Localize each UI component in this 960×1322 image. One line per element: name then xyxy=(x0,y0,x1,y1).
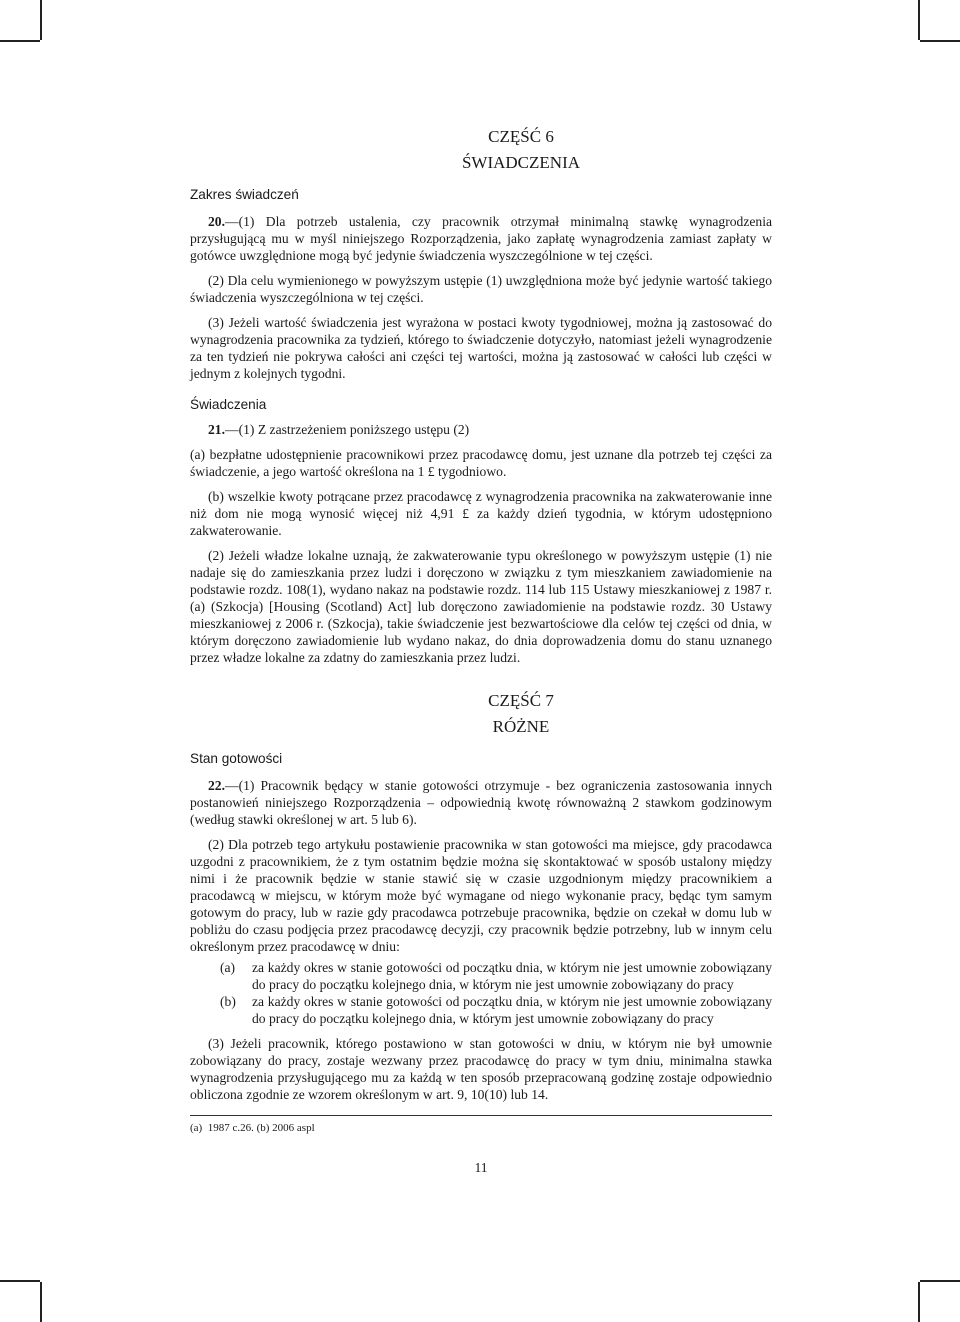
section-21-item-a: (a) bezpłatne udostępnienie pracownikowi przez pracodawcę domu, jest uznane dla potrzeb tej części za świadczenie, a jego wartość określona na 1 £ tygodniowo. xyxy=(190,447,772,479)
crop-mark xyxy=(0,1280,40,1282)
crop-mark xyxy=(40,0,42,40)
part-7-title: RÓŻNE xyxy=(492,717,550,736)
section-21-heading: Świadczenia xyxy=(190,397,267,412)
crop-mark xyxy=(920,40,960,42)
item-text: za każdy okres w stanie gotowości od początku dnia, w którym nie jest umownie zobowiązany do pracy do początku kolejnego dnia, w którym nie jest umownie zobowiązany do pracy xyxy=(252,960,772,992)
section-20-paragraph-1: 20.—(1) Dla potrzeb ustalenia, czy pracownik otrzymał minimalną stawkę wynagrodzenia przysługującą mu w myśl niniejszego Rozporządzenia, jako zapłatę wynagrodzenia zamiast zapłaty w gotówce uwzględnione mogą być jedynie świadczenia wyszczególnione w tej części. xyxy=(190,214,772,263)
section-22-number: 22. xyxy=(208,778,225,793)
section-22-paragraph-3: (3) Jeżeli pracownik, którego postawiono w stan gotowości w dniu, w którym nie był umownie zobowiązany do pracy, zostaje wezwany przez pracodawcę do pracy w tym dniu, minimalna stawka wynagrodzenia przysługującego mu za każdą w ten sposób przepracowaną godzinę zostaje odpowiednio obliczona zgodnie ze wzorem określonym w art. 9, 10(10) lub 14. xyxy=(190,1036,772,1102)
part-7-label: CZĘŚĆ 7 xyxy=(488,691,554,710)
footnote-marker: (a) xyxy=(190,1122,203,1134)
section-22-heading: Stan gotowości xyxy=(190,751,283,766)
footnote xyxy=(190,1120,772,1137)
section-21-paragraph-1: 21.—(1) Z zastrzeżeniem poniższego ustępu (2) xyxy=(208,422,470,437)
section-21-paragraph-2: (2) Jeżeli władze lokalne uznają, że zakwaterowanie typu określonego w powyższym ustępie (1) nie nadaje się do zamieszkania przez ludzi i doręczono w związku z tym mieszkaniem zawiadomienie na podstawie rozdz. 108(1), wydano nakaz na podstawie rozdz. 114 lub 115 Ustawy mieszkaniowej z 1987 r. (a) (Szkocja) [Housing (Scotland) Act] lub doręczono zawiadomienie na podstawie rozdz. 30 Ustawy mieszkaniowej z 2006 r. (Szkocja), takie świadczenie jest bezwartościowe dla celów tej części od dnia, w którym doręczono zawiadomienie lub wydano nakaz, do dnia doprowadzenia domu do stanu uznanego przez władze lokalne za zdatny do zamieszkania przez ludzi. xyxy=(190,548,772,665)
section-22-paragraph-2: (2) Dla potrzeb tego artykułu postawienie pracownika w stan gotowości ma miejsce, gdy pracodawca uzgodni z pracownikiem, że z tym ostatnim będzie można się skontaktować w sposób ustalony między nimi i że pracownik będzie w stanie stawić się w czasie uzgodnionym między pracownikiem a pracodawcą w miejscu, w którym może być wymagane od niego wykonanie pracy, będąc tym samym gotowym do pracy, lub w razie gdy pracodawca potrzebuje pracownika, będzie on czekał w domu lub w pobliżu do czasu podjęcia przez pracodawcę decyzji, czy pracownik będzie potrzebny, lub w innym celu określonym przez pracodawcę w dniu: xyxy=(190,837,772,954)
section-20-heading: Zakres świadczeń xyxy=(190,187,299,202)
crop-mark xyxy=(918,0,920,40)
crop-mark xyxy=(40,1282,42,1322)
section-22-item-b xyxy=(190,993,772,1027)
section-22-item-a xyxy=(190,959,772,993)
part-6-label: CZĘŚĆ 6 xyxy=(488,127,554,146)
crop-mark xyxy=(918,1282,920,1322)
footnote-text: 1987 c.26. (b) 2006 aspl xyxy=(207,1122,315,1134)
page-number: 11 xyxy=(474,1160,488,1175)
part-6-title: ŚWIADCZENIA xyxy=(461,153,581,172)
crop-mark xyxy=(920,1280,960,1282)
item-label: (a) xyxy=(220,960,236,975)
section-20-paragraph-3: (3) Jeżeli wartość świadczenia jest wyrażona w postaci kwoty tygodniowej, można ją zastosować do wynagrodzenia pracownika za tydzień, którego to świadczenie dotyczyło, natomiast jeżeli wynagrodzenie za ten tydzień nie pokrywa całości ani części tej wartości, można ją zastosować w całości lub części w jednym z kolejnych tygodni. xyxy=(190,315,772,381)
section-20-paragraph-2: (2) Dla celu wymienionego w powyższym ustępie (1) uwzględniona może być jedynie wartość takiego świadczenia wyszczególniona w tej części. xyxy=(190,273,772,305)
crop-mark xyxy=(0,40,40,42)
section-22-paragraph-1: 22.—(1) Pracownik będący w stanie gotowości otrzymuje - bez ograniczenia zastosowania innych postanowień niniejszego Rozporządzenia – odpowiednią kwotę równoważną 2 stawkom godzinowym (według stawki określonej w art. 5 lub 6). xyxy=(190,778,772,827)
section-20-number: 20. xyxy=(208,214,225,229)
section-21-number: 21. xyxy=(208,422,225,437)
item-label: (b) xyxy=(220,994,236,1009)
section-21-item-b: (b) wszelkie kwoty potrącane przez pracodawcę z wynagrodzenia pracownika na zakwaterowanie inne niż dom nie mogą wynosić więcej niż 4,91 £ za każdy dzień tygodnia, w którym udostępniono zakwaterowanie. xyxy=(190,489,772,538)
item-text: za każdy okres w stanie gotowości od początku dnia, w którym nie jest umownie zobowiązany do pracy do początku kolejnego dnia, w którym jest umownie zobowiązany do pracy xyxy=(252,994,772,1026)
document-page xyxy=(190,0,772,1176)
